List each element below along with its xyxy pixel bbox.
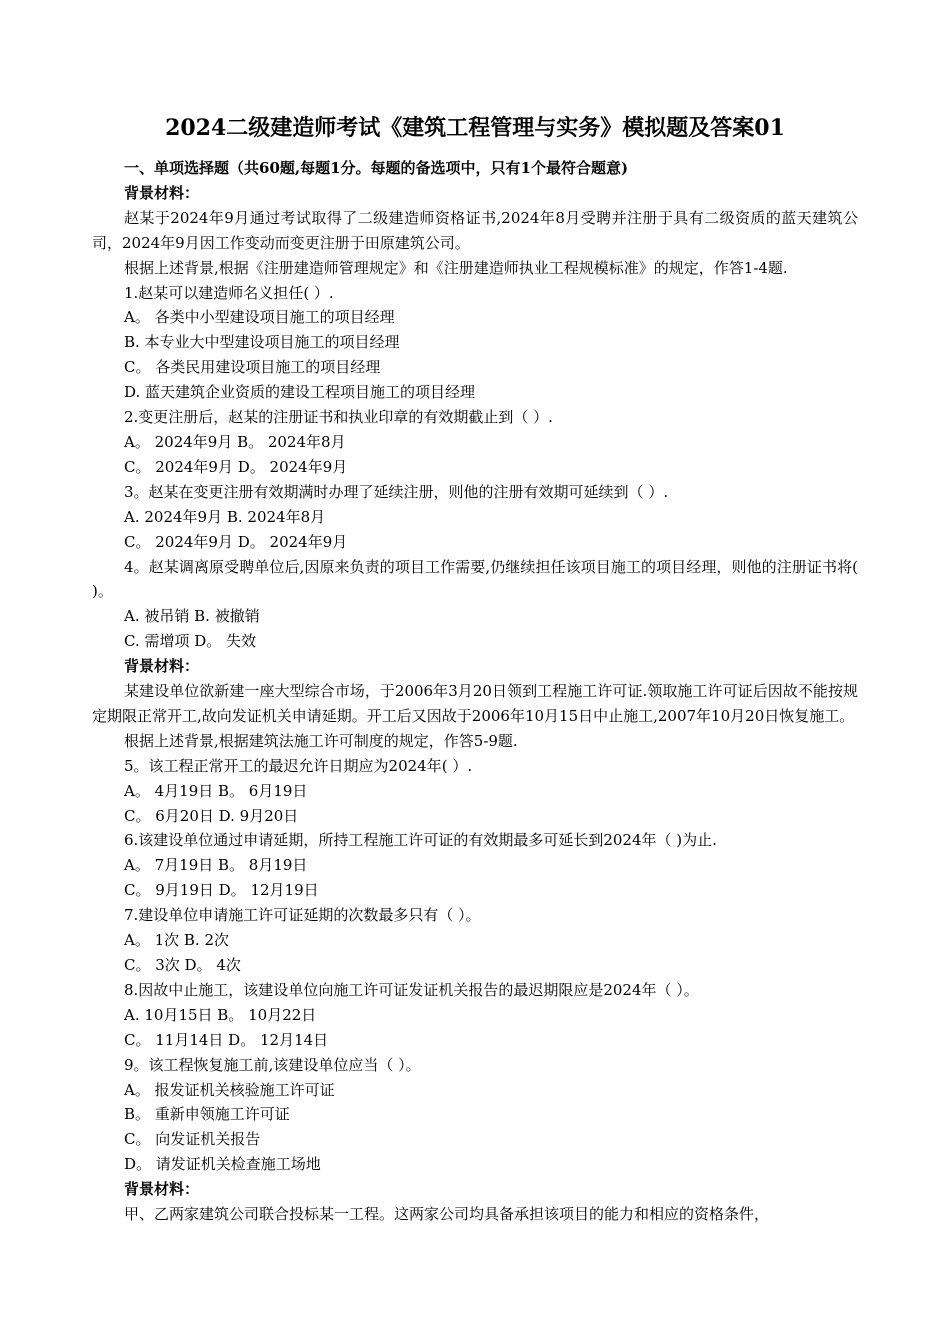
text-line: A。 7月19日 B。 8月19日 xyxy=(124,856,308,875)
text-line: 9。该工程恢复施工前,该建设单位应当（ ）。 xyxy=(124,1055,421,1074)
document-body xyxy=(92,181,858,1227)
text-line: 3。赵某在变更注册有效期满时办理了延续注册，则他的注册有效期可延续到（ ）. xyxy=(124,482,669,501)
document-title: 2024二级建造师考试《建筑工程管理与实务》模拟题及答案01 xyxy=(165,115,785,141)
text-line: D. 蓝天建筑企业资质的建设工程项目施工的项目经理 xyxy=(124,383,476,402)
background-heading: 背景材料： xyxy=(124,657,200,676)
paragraph: 赵某于2024年9月通过考试取得了二级建造师资格证书,2024年8月受聘并注册于具有二级资质的蓝天建筑公司，2024年9月因工作变动而变更注册于田原建筑公司。 xyxy=(92,208,858,252)
text-line: A。 报发证机关核验施工许可证 xyxy=(124,1080,335,1099)
text-line: C。 各类民用建设项目施工的项目经理 xyxy=(124,358,381,377)
section-heading: 一、单项选择题（共60题,每题1分。每题的备选项中，只有1个最符合题意) xyxy=(124,159,629,177)
text-line: A. 10月15日 B。 10月22日 xyxy=(124,1005,317,1024)
text-line: A. 被吊销 B. 被撤销 xyxy=(124,607,260,626)
text-line: 8.因故中止施工，该建设单位向施工许可证发证机关报告的最迟期限应是2024年（ ）。 xyxy=(124,980,699,999)
text-line: C. 需增项 D。 失效 xyxy=(124,632,257,651)
text-line: B. 本专业大中型建设项目施工的项目经理 xyxy=(124,333,400,352)
text-line: 5。该工程正常开工的最迟允许日期应为2024年( ）. xyxy=(124,756,473,775)
background-heading: 背景材料： xyxy=(124,1180,200,1199)
text-line: B。 重新申领施工许可证 xyxy=(124,1105,290,1124)
paragraph: 某建设单位欲新建一座大型综合市场，于2006年3月20日领到工程施工许可证.领取施工许可证后因故不能按规定期限正常开工,故向发证机关申请延期。开工后又因故于2006年10月15日中止施工,2007年10月20日恢复施工。 xyxy=(92,682,858,725)
text-line: 7.建设单位申请施工许可证延期的次数最多只有（ ）。 xyxy=(124,906,481,925)
text-line: A. 2024年9月 B. 2024年8月 xyxy=(124,507,326,526)
text-line: A。 4月19日 B。 6月19日 xyxy=(124,781,308,800)
text-line: 1.赵某可以建造师名义担任( ）. xyxy=(124,283,334,302)
paragraph: 4。赵某调离原受聘单位后,因原来负责的项目工作需要,仍继续担任该项目施工的项目经理，则他的注册证书将( )。 xyxy=(92,557,858,601)
background-heading: 背景材料： xyxy=(124,183,200,202)
paragraph: 根据上述背景,根据《注册建造师管理规定》和《注册建造师执业工程规模标准》的规定，作答1-4题. xyxy=(124,258,788,277)
text-line: 2.变更注册后，赵某的注册证书和执业印章的有效期截止到（ ）. xyxy=(124,408,553,427)
text-line: 甲、乙两家建筑公司联合投标某一工程。这两家公司均具备承担该项目的能力和相应的资格条件， xyxy=(124,1205,770,1224)
text-line: 6.该建设单位通过申请延期，所持工程施工许可证的有效期最多可延长到2024年（ )为止. xyxy=(124,831,717,850)
text-line: 根据上述背景,根据建筑法施工许可制度的规定，作答5-9题. xyxy=(124,731,518,750)
text-line: D。 请发证机关检查施工场地 xyxy=(124,1155,321,1174)
text-line: C。 2024年9月 D。 2024年9月 xyxy=(124,457,348,476)
text-line: C。 3次 D。 4次 xyxy=(124,956,241,974)
text-line: A。 1次 B. 2次 xyxy=(124,931,230,950)
text-line: C。 2024年9月 D。 2024年9月 xyxy=(124,532,348,551)
text-line: A。 2024年9月 B。 2024年8月 xyxy=(124,432,346,451)
text-line: C。 向发证机关报告 xyxy=(124,1130,261,1149)
text-line: A。 各类中小型建设项目施工的项目经理 xyxy=(124,308,395,327)
text-line: C。 9月19日 D。 12月19日 xyxy=(124,881,319,900)
text-line: C。 6月20日 D. 9月20日 xyxy=(124,806,299,825)
text-line: C。 11月14日 D。 12月14日 xyxy=(124,1030,329,1049)
